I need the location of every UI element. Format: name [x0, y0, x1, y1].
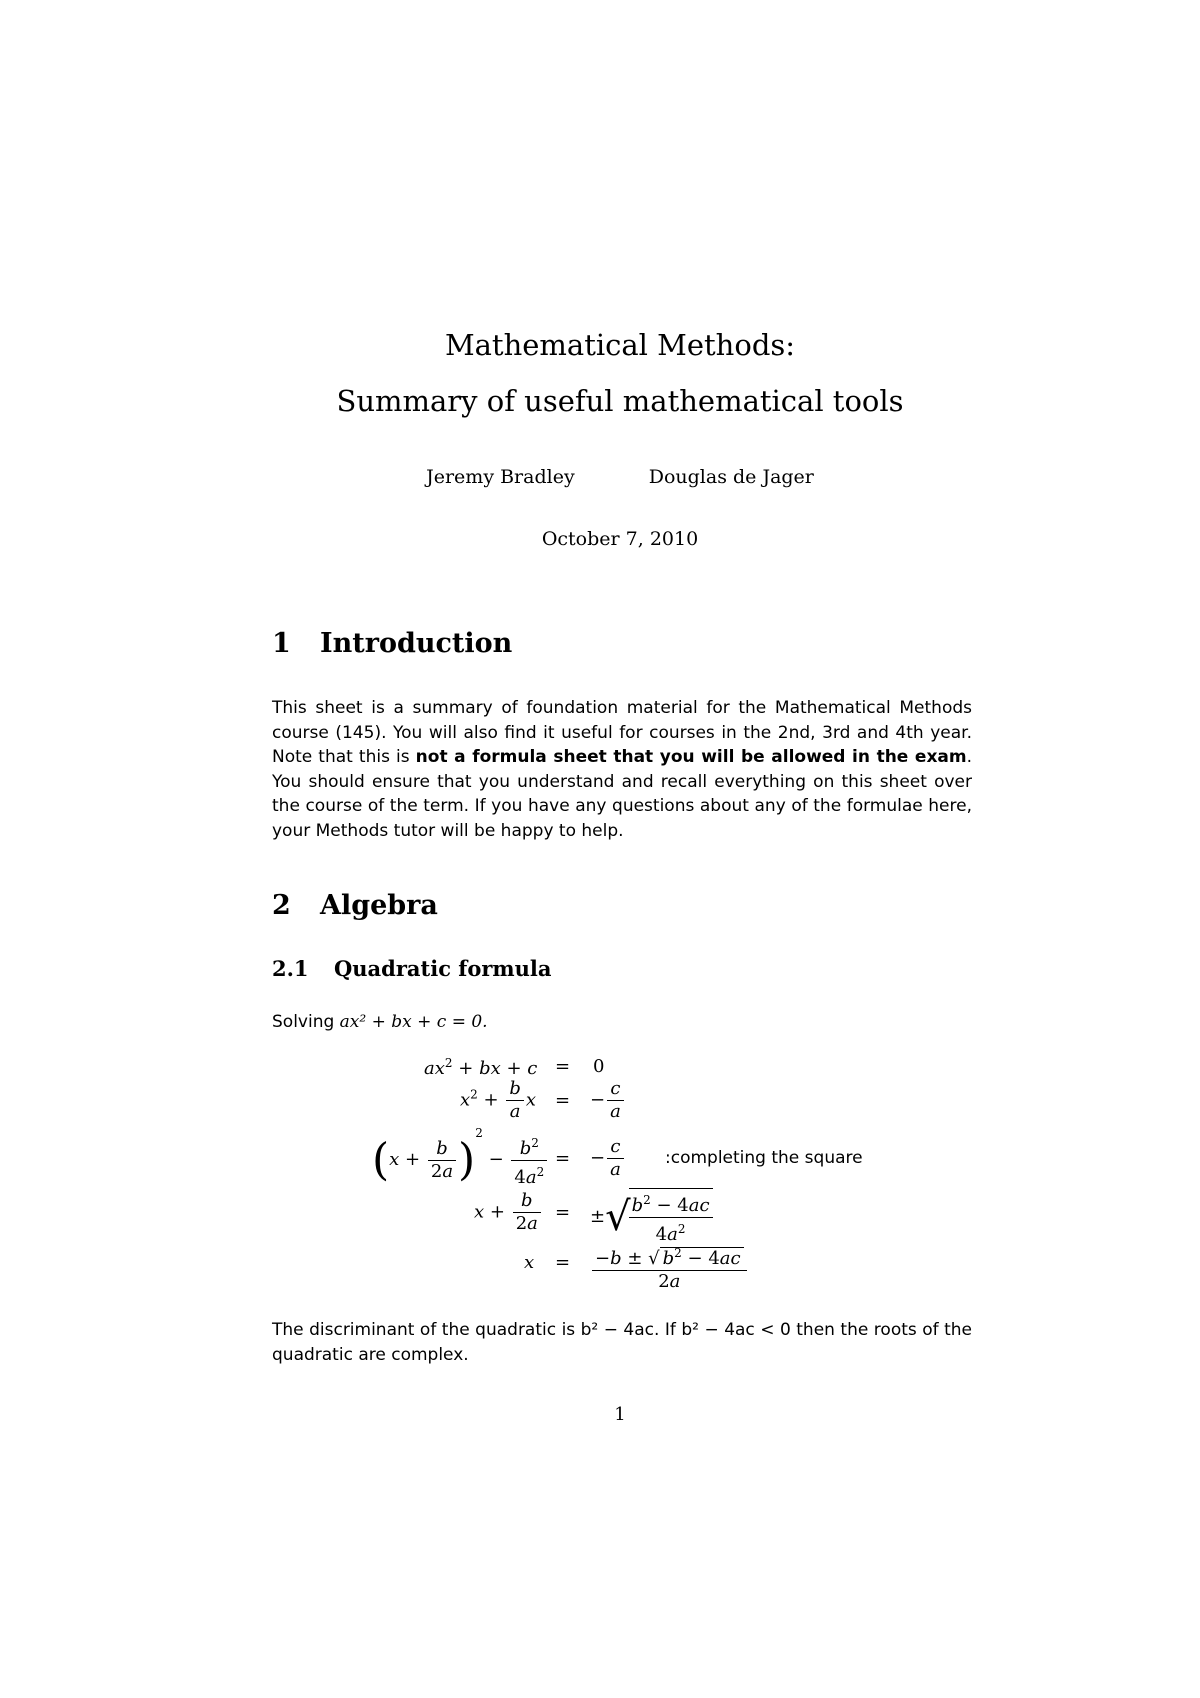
page-number: 1 — [614, 1404, 626, 1425]
eq-row-5-rhs: $\frac{-b \pm √ b^2 - 4ac}{2a}$ — [590, 1242, 749, 1293]
date: October 7, 2010 — [541, 528, 699, 550]
section-heading-algebra — [272, 890, 438, 921]
eq-row-2-rhs: − $\frac{c}{a}$ — [590, 1078, 626, 1123]
section-heading-introduction — [272, 628, 512, 659]
eq-row-1-lhs: $ax^2$ + bx + c — [424, 1056, 538, 1079]
quadratic-intro — [272, 1010, 972, 1035]
eq-row-1-rhs: 0 — [593, 1056, 605, 1077]
author-2: Douglas de Jager — [648, 466, 814, 488]
section-number: 1 — [272, 628, 291, 659]
eq-row-3-rhs: − $\frac{c}{a}$ — [590, 1136, 626, 1181]
eq-annotation: :completing the square — [665, 1148, 863, 1168]
subsection-title: Quadratic formula — [334, 956, 552, 981]
eq-row-5-rel: = — [555, 1252, 571, 1273]
eq-row-3-rel: = — [555, 1148, 571, 1169]
intro-text-2: . You should ensure that you understand and recall everything on this sheet over the course of the term. If you have any questions about any of the formulae here, your Methods tutor will be happy to help. — [272, 747, 973, 841]
title-line-2: Summary of useful mathematical tools — [336, 384, 904, 418]
title-line-1: Mathematical Methods: — [444, 328, 796, 362]
eq-row-4-rhs: ±√ $\frac{b^2 - 4ac}{4a^2}$ — [590, 1188, 715, 1246]
intro-bold-text: not a formula sheet that you will be allowed in the exam — [415, 747, 967, 767]
author-1: Jeremy Bradley — [426, 466, 575, 488]
eq-row-1-rel: = — [555, 1056, 571, 1077]
discriminant-paragraph: The discriminant of the quadratic is b² − 4ac. If b² − 4ac < 0 then the roots of the quadratic are complex. — [272, 1320, 972, 1365]
eq-row-5-lhs: x — [524, 1252, 535, 1273]
authors — [0, 466, 1200, 488]
eq-row-2-rel: = — [555, 1090, 571, 1111]
intro-text-1: This sheet is a summary of foundation material for the Mathematical Methods course (145). You will also find it useful for courses in the 2nd, 3rd and 4th year. Note that this is — [272, 698, 972, 767]
eq-row-3-lhs: (x + $\frac{b}{2a}$ )$^2$ − $\frac{b^2}{4a^2}$ — [372, 1126, 549, 1189]
quadratic-intro-equation: ax² + bx + c = 0. — [339, 1012, 488, 1032]
eq-row-2-lhs: $x^2$ + $\frac{b}{a}$ x — [460, 1078, 537, 1122]
section-number: 2 — [272, 890, 291, 921]
intro-paragraph — [272, 696, 972, 843]
subsection-number: 2.1 — [272, 956, 309, 981]
eq-row-4-rel: = — [555, 1202, 571, 1223]
section-title: Introduction — [320, 628, 513, 659]
eq-row-4-lhs: x + $\frac{b}{2a}$ — [474, 1190, 543, 1235]
quadratic-intro-text: Solving — [272, 1012, 340, 1032]
subsection-heading-quadratic — [272, 956, 551, 981]
section-title: Algebra — [320, 890, 438, 921]
